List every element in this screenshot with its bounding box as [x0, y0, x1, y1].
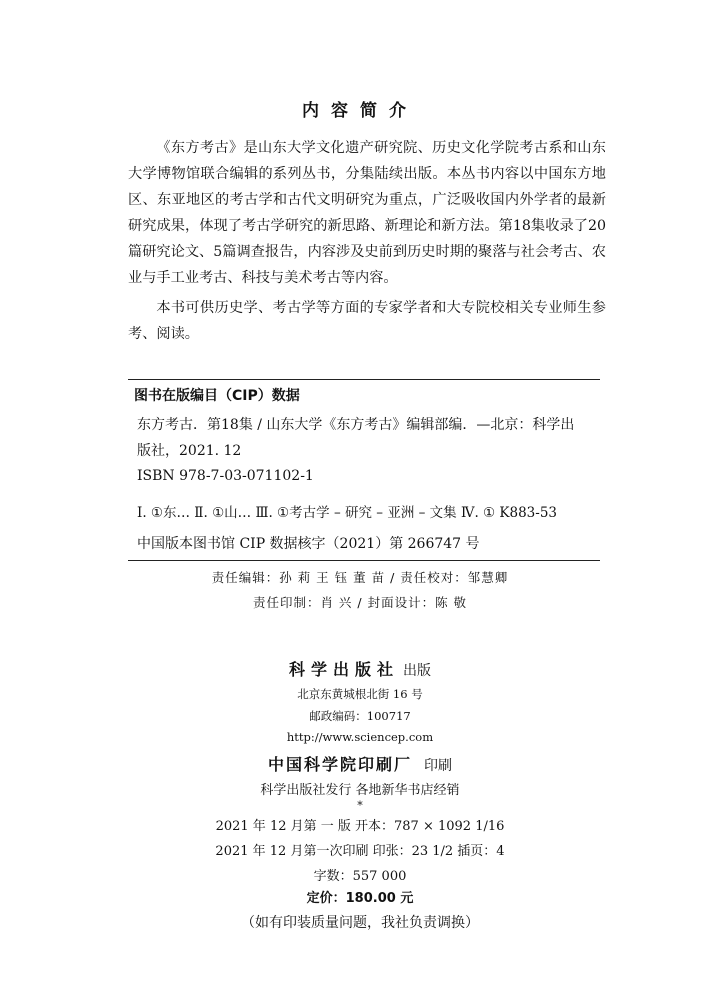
publisher-address: 北京东黄城根北街 16 号	[297, 687, 423, 701]
price: 定价：180.00 元	[306, 891, 414, 906]
printing-info: 2021 年 12 月第一次印刷 印张：23 1/2 插页：4	[215, 844, 505, 859]
cip-top-divider	[128, 379, 600, 380]
cip-classification: Ⅰ. ①东… Ⅱ. ①山… Ⅲ. ①考古学 – 研究 – 亚洲 – 文集 Ⅳ. ① K883-53	[137, 505, 558, 521]
quality-notice: （如有印装质量问题，我社负责调换）	[241, 915, 479, 931]
word-count: 字数：557 000	[313, 869, 407, 884]
edition-info: 2021 年 12 月第 一 版 开本：787 × 1092 1/16	[215, 819, 505, 834]
publisher-name: 科学出版社	[288, 660, 399, 679]
publisher-website: http://www.sciencep.com	[286, 730, 434, 744]
cip-bottom-divider	[128, 560, 600, 561]
intro-paragraph: 《东方考古》是山东大学文化遗产研究院、历史文化学院考古系和山东大学博物馆联合编辑的系列丛书，分集陆续出版。本丛书内容以中国东方地区、东亚地区的考古学和古代文明研究为重点，广泛吸收国内外学者的最新研究成果，体现了考古学研究的新思路、新理论和新方法。第18集收录了20篇研究论文、5篇调查报告，内容涉及史前到历史时期的聚落与社会考古、农业与手工业考古、科技与美术考古等内容。	[128, 140, 606, 286]
cip-heading: 图书在版编目（CIP）数据	[134, 388, 300, 404]
cip-isbn: ISBN 978-7-03-071102-1	[137, 468, 314, 484]
printer-suffix: 印刷	[424, 758, 452, 774]
cip-catalog-line: 东方考古．第18集 / 山东大学《东方考古》编辑部编．—北京：科学出	[137, 417, 575, 433]
publisher-suffix: 出版	[403, 663, 431, 679]
intro-section	[128, 135, 606, 347]
intro-paragraph: 本书可供历史学、考古学等方面的专家学者和大专院校相关专业师生参考、阅读。	[128, 300, 606, 342]
printer-line	[0, 752, 720, 775]
publisher-postcode: 邮政编码：100717	[309, 709, 411, 723]
printer-name: 中国科学院印刷厂	[267, 755, 412, 774]
editor-credits: 责任编辑：孙 莉 王 钰 董 苗 / 责任校对：邹慧卿	[211, 570, 509, 585]
page-title: 内容简介	[302, 101, 418, 121]
cip-catalog-line: 版社，2021. 12	[137, 443, 242, 459]
separator-mark: *	[357, 799, 363, 812]
cip-record-number: 中国版本图书馆 CIP 数据核字（2021）第 266747 号	[137, 536, 480, 552]
distribution-line: 科学出版社发行 各地新华书店经销	[260, 783, 460, 798]
production-credits: 责任印制：肖 兴 / 封面设计：陈 敬	[252, 595, 468, 610]
publisher-line	[0, 657, 720, 680]
